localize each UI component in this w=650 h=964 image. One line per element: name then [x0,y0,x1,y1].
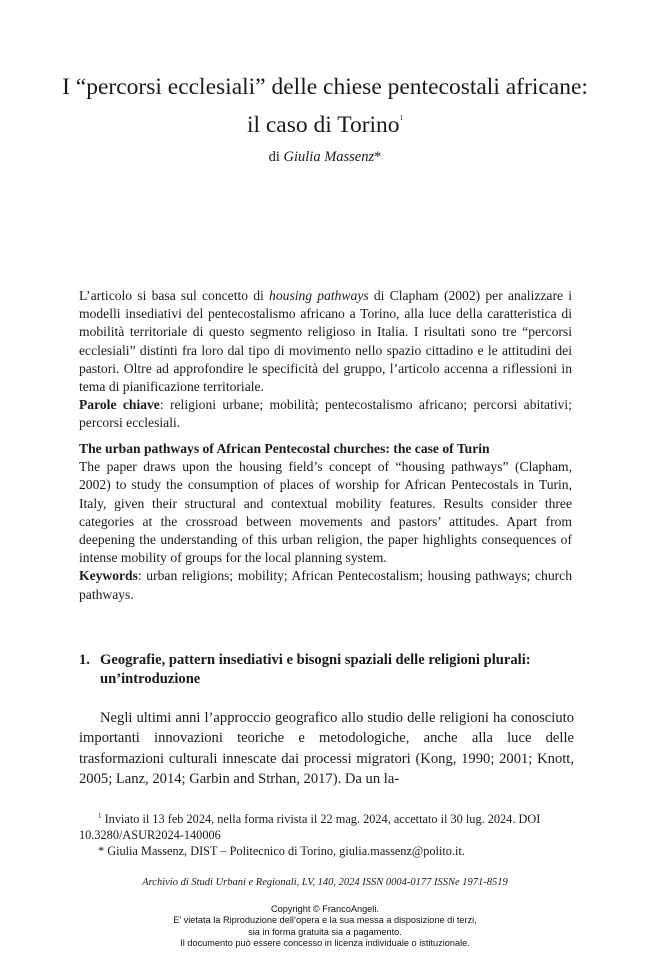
section-paragraph: Negli ultimi anni l’approccio geografico allo studio delle religioni ha conosciuto importanti innovazioni teoriche e metodologiche, anche alla luce delle trasformazioni culturali innescate dai processi migratori (Kong, 1990; 2001; Knott, 2005; Lanz, 2014; Garbin and Strhan, 2017). Da un la- [79,710,574,788]
copyright-line-4: Il documento può essere concesso in licenza individuale o istituzionale. [180,937,470,948]
author-mark: * [374,149,382,165]
keywords-english [79,567,572,603]
footnote-1-mark: 1 [98,812,102,820]
author-prefix: di [268,149,280,165]
footnote-author: * Giulia Massenz, DIST – Politecnico di Torino, giulia.massenz@polito.it. [98,844,465,859]
keywords-english-label: Keywords [79,568,138,584]
abstract-italian-text [79,287,572,396]
footnote-1-text: Inviato il 13 feb 2024, nella forma rivista il 22 mag. 2024, accettato il 30 lug. 2024. DOI 10.3280/ASUR2024-140006 [79,812,541,843]
footnotes [79,808,574,860]
section-number: 1. [79,652,90,668]
abstract-italian [79,287,572,433]
keywords-italian [79,396,572,432]
section-heading [79,651,574,689]
article-title [60,72,590,141]
author-name: Giulia Massenz [283,149,375,165]
article-title-text: I “percorsi ecclesiali” delle chiese pentecostali africane: il caso di Torino [62,74,588,138]
abstract-it-text-after: di Clapham (2002) per analizzare i modelli insediativi del pentecostalismo africano a Torino, alla luce della caratteristica di mobilità territoriale di questo segmento religioso in Italia. I risultati sono tre “percorsi ecclesiali” distinti fra loro dal tipo di movimento nello spazio cittadino e le attitudini dei pastori. Oltre ad approfondire le specificità del gruppo, l’articolo accenna a riflessioni in tema di pianificazione territoriale. [79,288,573,395]
journal-citation: Archivio di Studi Urbani e Regionali, LV, 140, 2024 ISSN 0004-0177 ISSNe 1971-8519 [142,877,508,888]
copyright-notice [60,904,590,949]
abstract-english [79,440,572,604]
keywords-italian-list: : religioni urbane; mobilità; pentecostalismo africano; percorsi abitativi; percorsi ecclesiali. [79,397,572,431]
abstract-english-title: The urban pathways of African Pentecostal churches: the case of Turin [79,441,490,456]
author-line [60,148,590,166]
title-footnote-mark: 1 [399,114,404,122]
abstract-english-text: The paper draws upon the housing field’s concept of “housing pathways” (Clapham, 2002) to study the consumption of places of worship for African Pentecostals in Turin, Italy, given their structural and contextual mobility features. Results consider three categories at the crossroad between movements and pastors’ attitudes. Apart from deepening the understanding of this urban religion, the paper highlights consequences of intense mobility of groups for the local planning system. [79,459,572,566]
footnote-1 [79,808,574,843]
abstract-it-text-before: L’articolo si basa sul concetto di [79,288,270,303]
keywords-english-list: : urban religions; mobility; African Pentecostalism; housing pathways; church pathways. [79,568,572,602]
section-title: Geografie, pattern insediativi e bisogni spaziali delle religioni plurali: un’introduzione [100,652,531,687]
copyright-line-3: sia in forma gratuita sia a pagamento. [248,926,402,937]
copyright-line-2: E’ vietata la Riproduzione dell’opera e la sua messa a disposizione di terzi, [173,915,477,926]
copyright-line-1: Copyright © FrancoAngeli. [271,904,379,914]
keywords-italian-label: Parole chiave [79,397,160,413]
abstract-it-italic-term: housing pathways [269,288,369,303]
